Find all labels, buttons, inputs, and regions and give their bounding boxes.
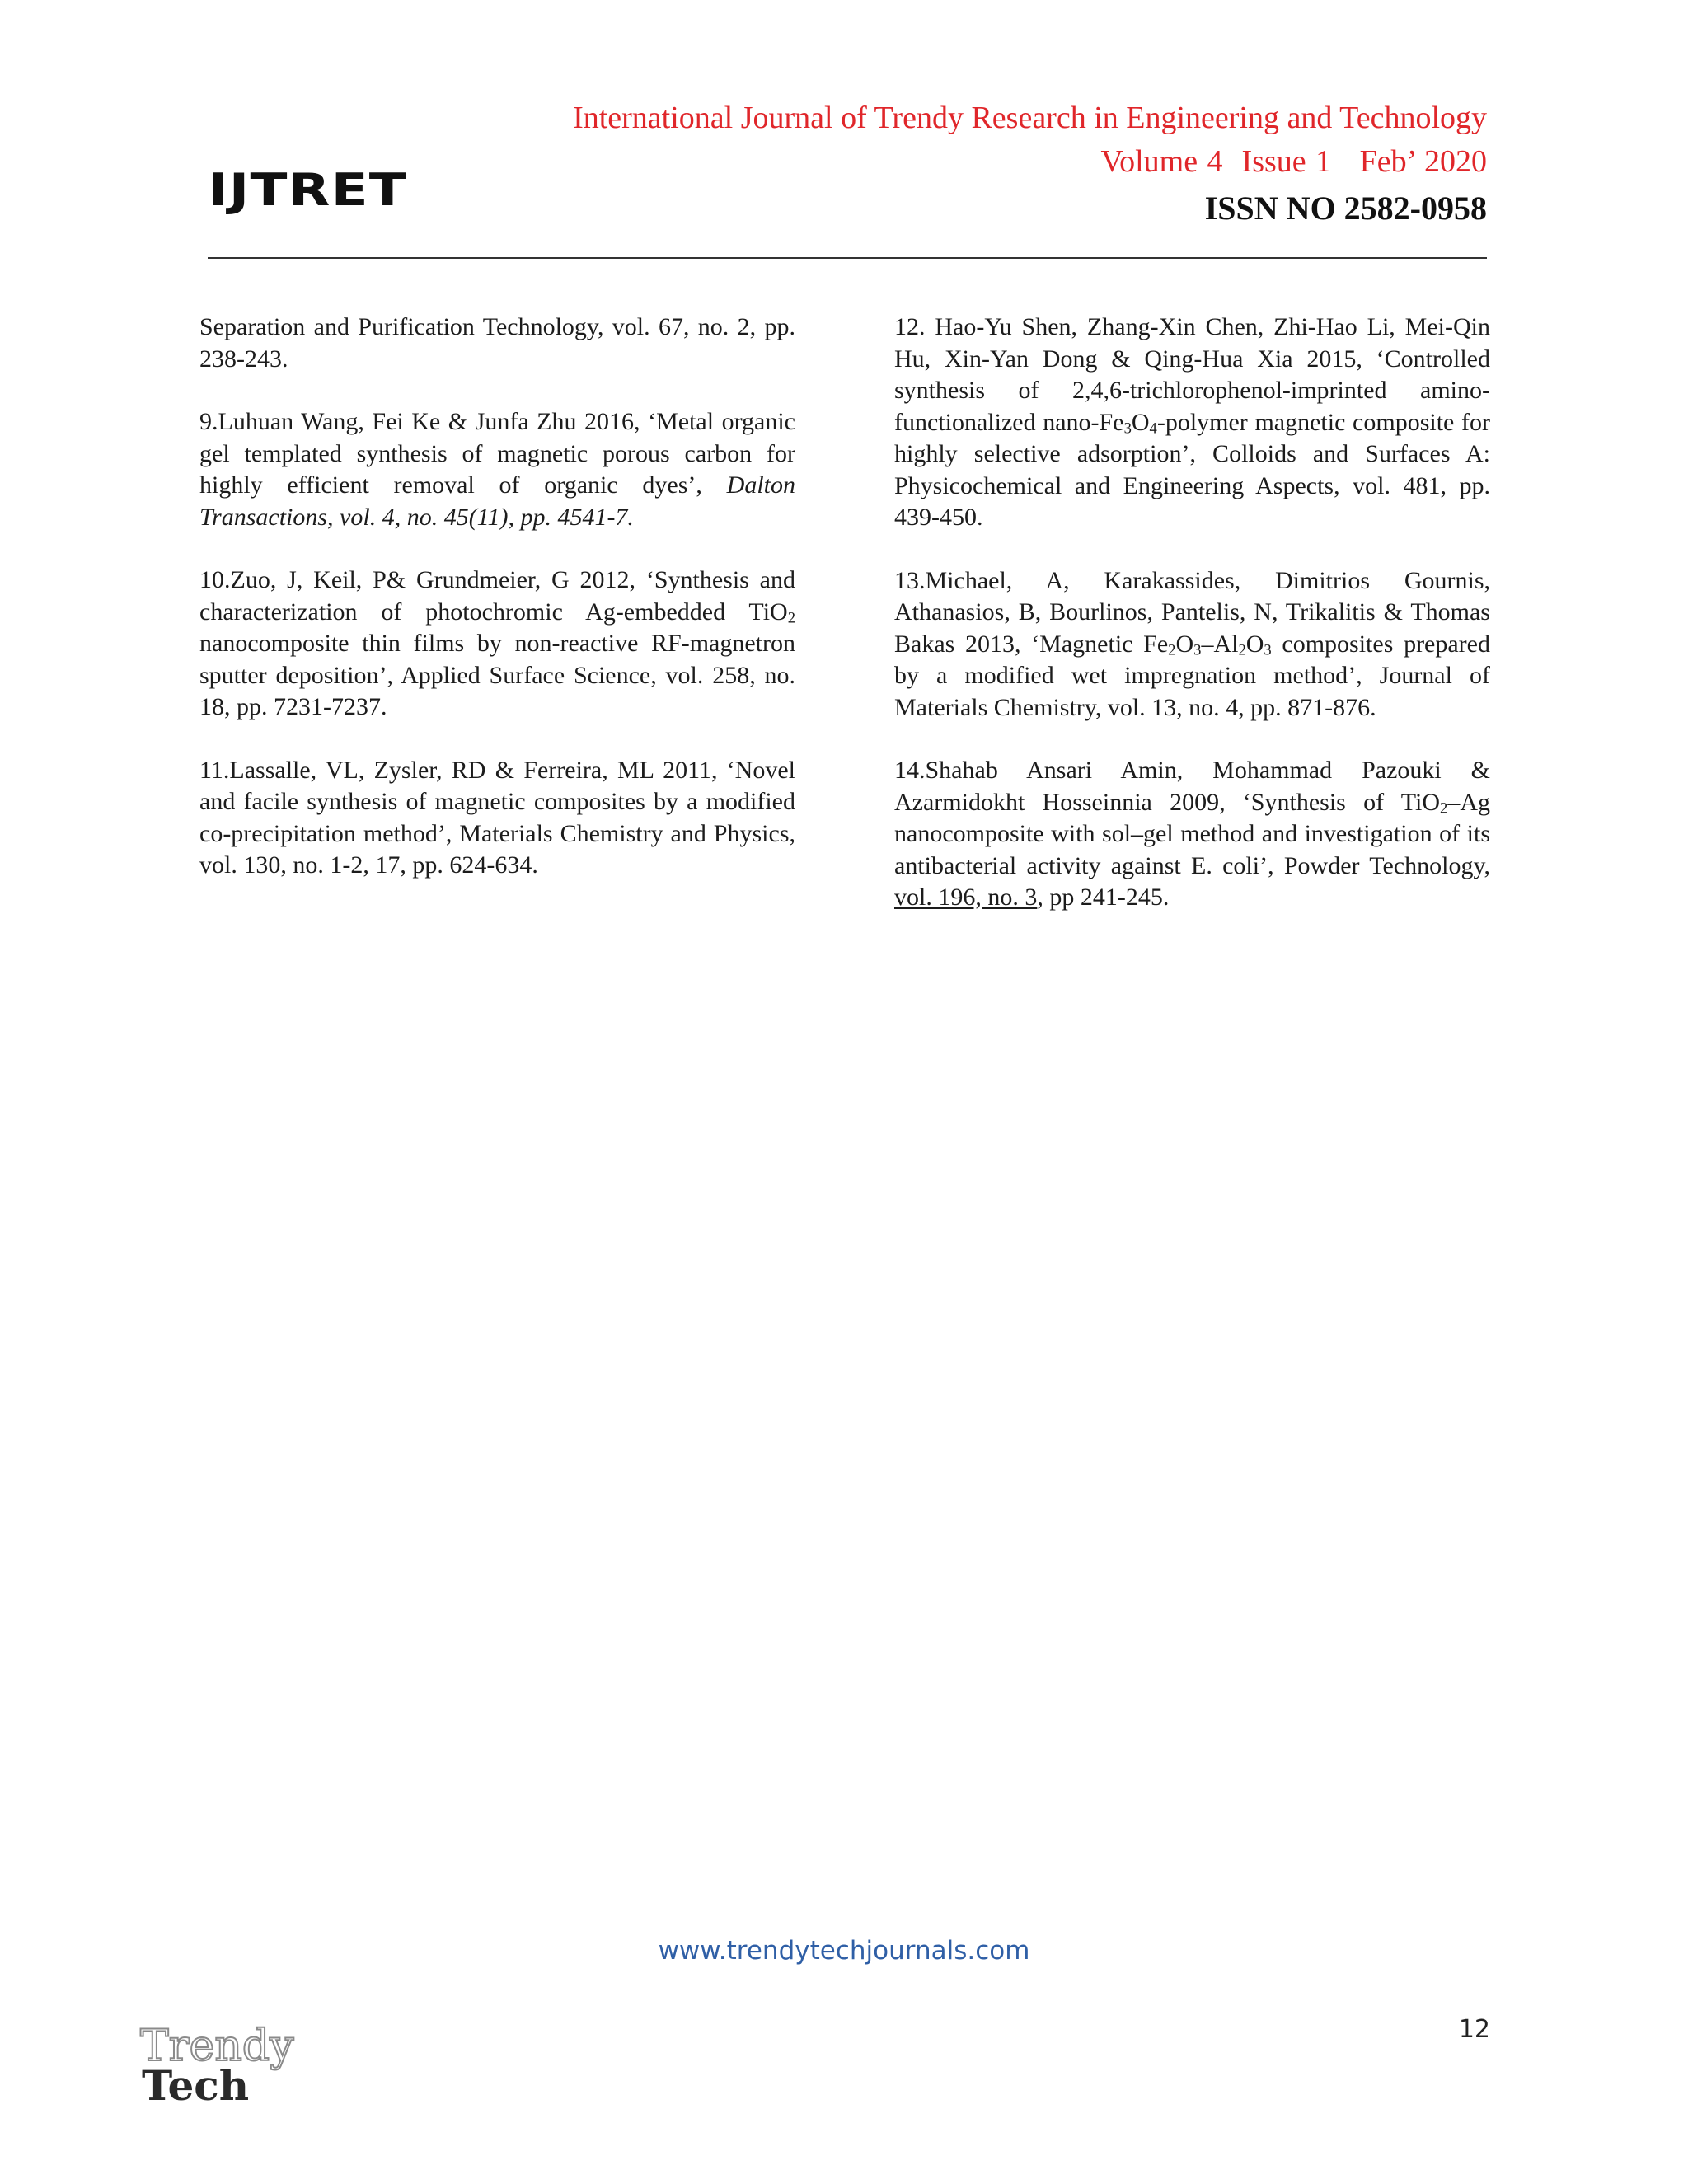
reference-8-continued: Separation and Purification Technology, vol. 67, no. 2, pp. 238-243. [199,313,795,373]
issn: ISSN NO 2582-0958 [1204,190,1487,227]
reference-14: 14.Shahab Ansari Amin, Mohammad Pazouki & Azarmidokht Hosseinnia 2009, ‘Synthesis of TiO$_2$–Ag nanocomposite with sol–gel method and investigation of its antibacterial activity against E. coli’, Powder Technology, vol. 196, no. 3, pp 241-245. [894,757,1490,911]
reference-12: 12. Hao-Yu Shen, Zhang-Xin Chen, Zhi-Hao Li, Mei-Qin Hu, Xin-Yan Dong & Qing-Hua Xia 2015, ‘Controlled synthesis of 2,4,6-trichlorophenol-imprinted amino-functionalized nano-$Fe_3O_4$-polymer magnetic composite for highly selective adsorption’, Colloids and Surfaces A: Physicochemical and Engineering Aspects, vol. 481, pp. 439-450. [894,313,1490,531]
references-left-column [199,312,795,913]
reference-9-italic: Dalton Transactions, vol. 4, no. 45(11), pp. 4541-7. [199,471,795,531]
references-right-column [894,312,1490,945]
reference-11: 11.Lassalle, VL, Zysler, RD & Ferreira, ML 2011, ‘Novel and facile synthesis of magnetic composites by a modified co-precipitation method’, Materials Chemistry and Physics, vol. 130, no. 1-2, 17, pp. 624-634. [199,756,795,879]
reference-13: 13.Michael, A, Karakassides, Dimitrios Gournis, Athanasios, B, Bourlinos, Pantelis, N, Trikalitis & Thomas Bakas 2013, ‘Magnetic $Fe_2O_3-Al_2O_3$ composites prepared by a modified wet impregnation method’, Journal of Materials Chemistry, vol. 13, no. 4, pp. 871-876. [894,566,1490,721]
reference-10: 10.Zuo, J, Keil, P& Grundmeier, G 2012, ‘Synthesis and characterization of photochromic Ag-embedded TiO$_2$ nanocomposite thin films by non-reactive RF-magnetron sputter deposition’, Applied Surface Science, vol. 258, no. 18, pp. 7231-7237. [199,566,795,720]
website-link[interactable]: www.trendytechjournals.com [658,1936,1030,1966]
page-number: 12 [1458,2015,1490,2044]
logo-trendy-text: Trendy [140,2022,294,2071]
header-divider [208,257,1487,259]
reference-14-underlined: vol. 196, no. 3 [894,883,1038,911]
ijtret-logo: IJTRET [208,164,407,216]
journal-title: International Journal of Trendy Research in Engineering and Technology [573,101,1487,135]
reference-9: 9.Luhuan Wang, Fei Ke & Junfa Zhu 2016, ‘Metal organic gel templated synthesis of magnetic porous carbon for highly efficient removal of organic dyes’, Dalton Transactions, vol. 4, no. 45(11), pp. 4541-7. [199,408,795,531]
logo-tech-text: Tech [142,2061,250,2110]
trendy-tech-logo [137,2021,318,2111]
volume-issue: Volume 4 Issue 1 Feb’ 2020 [1100,144,1487,179]
